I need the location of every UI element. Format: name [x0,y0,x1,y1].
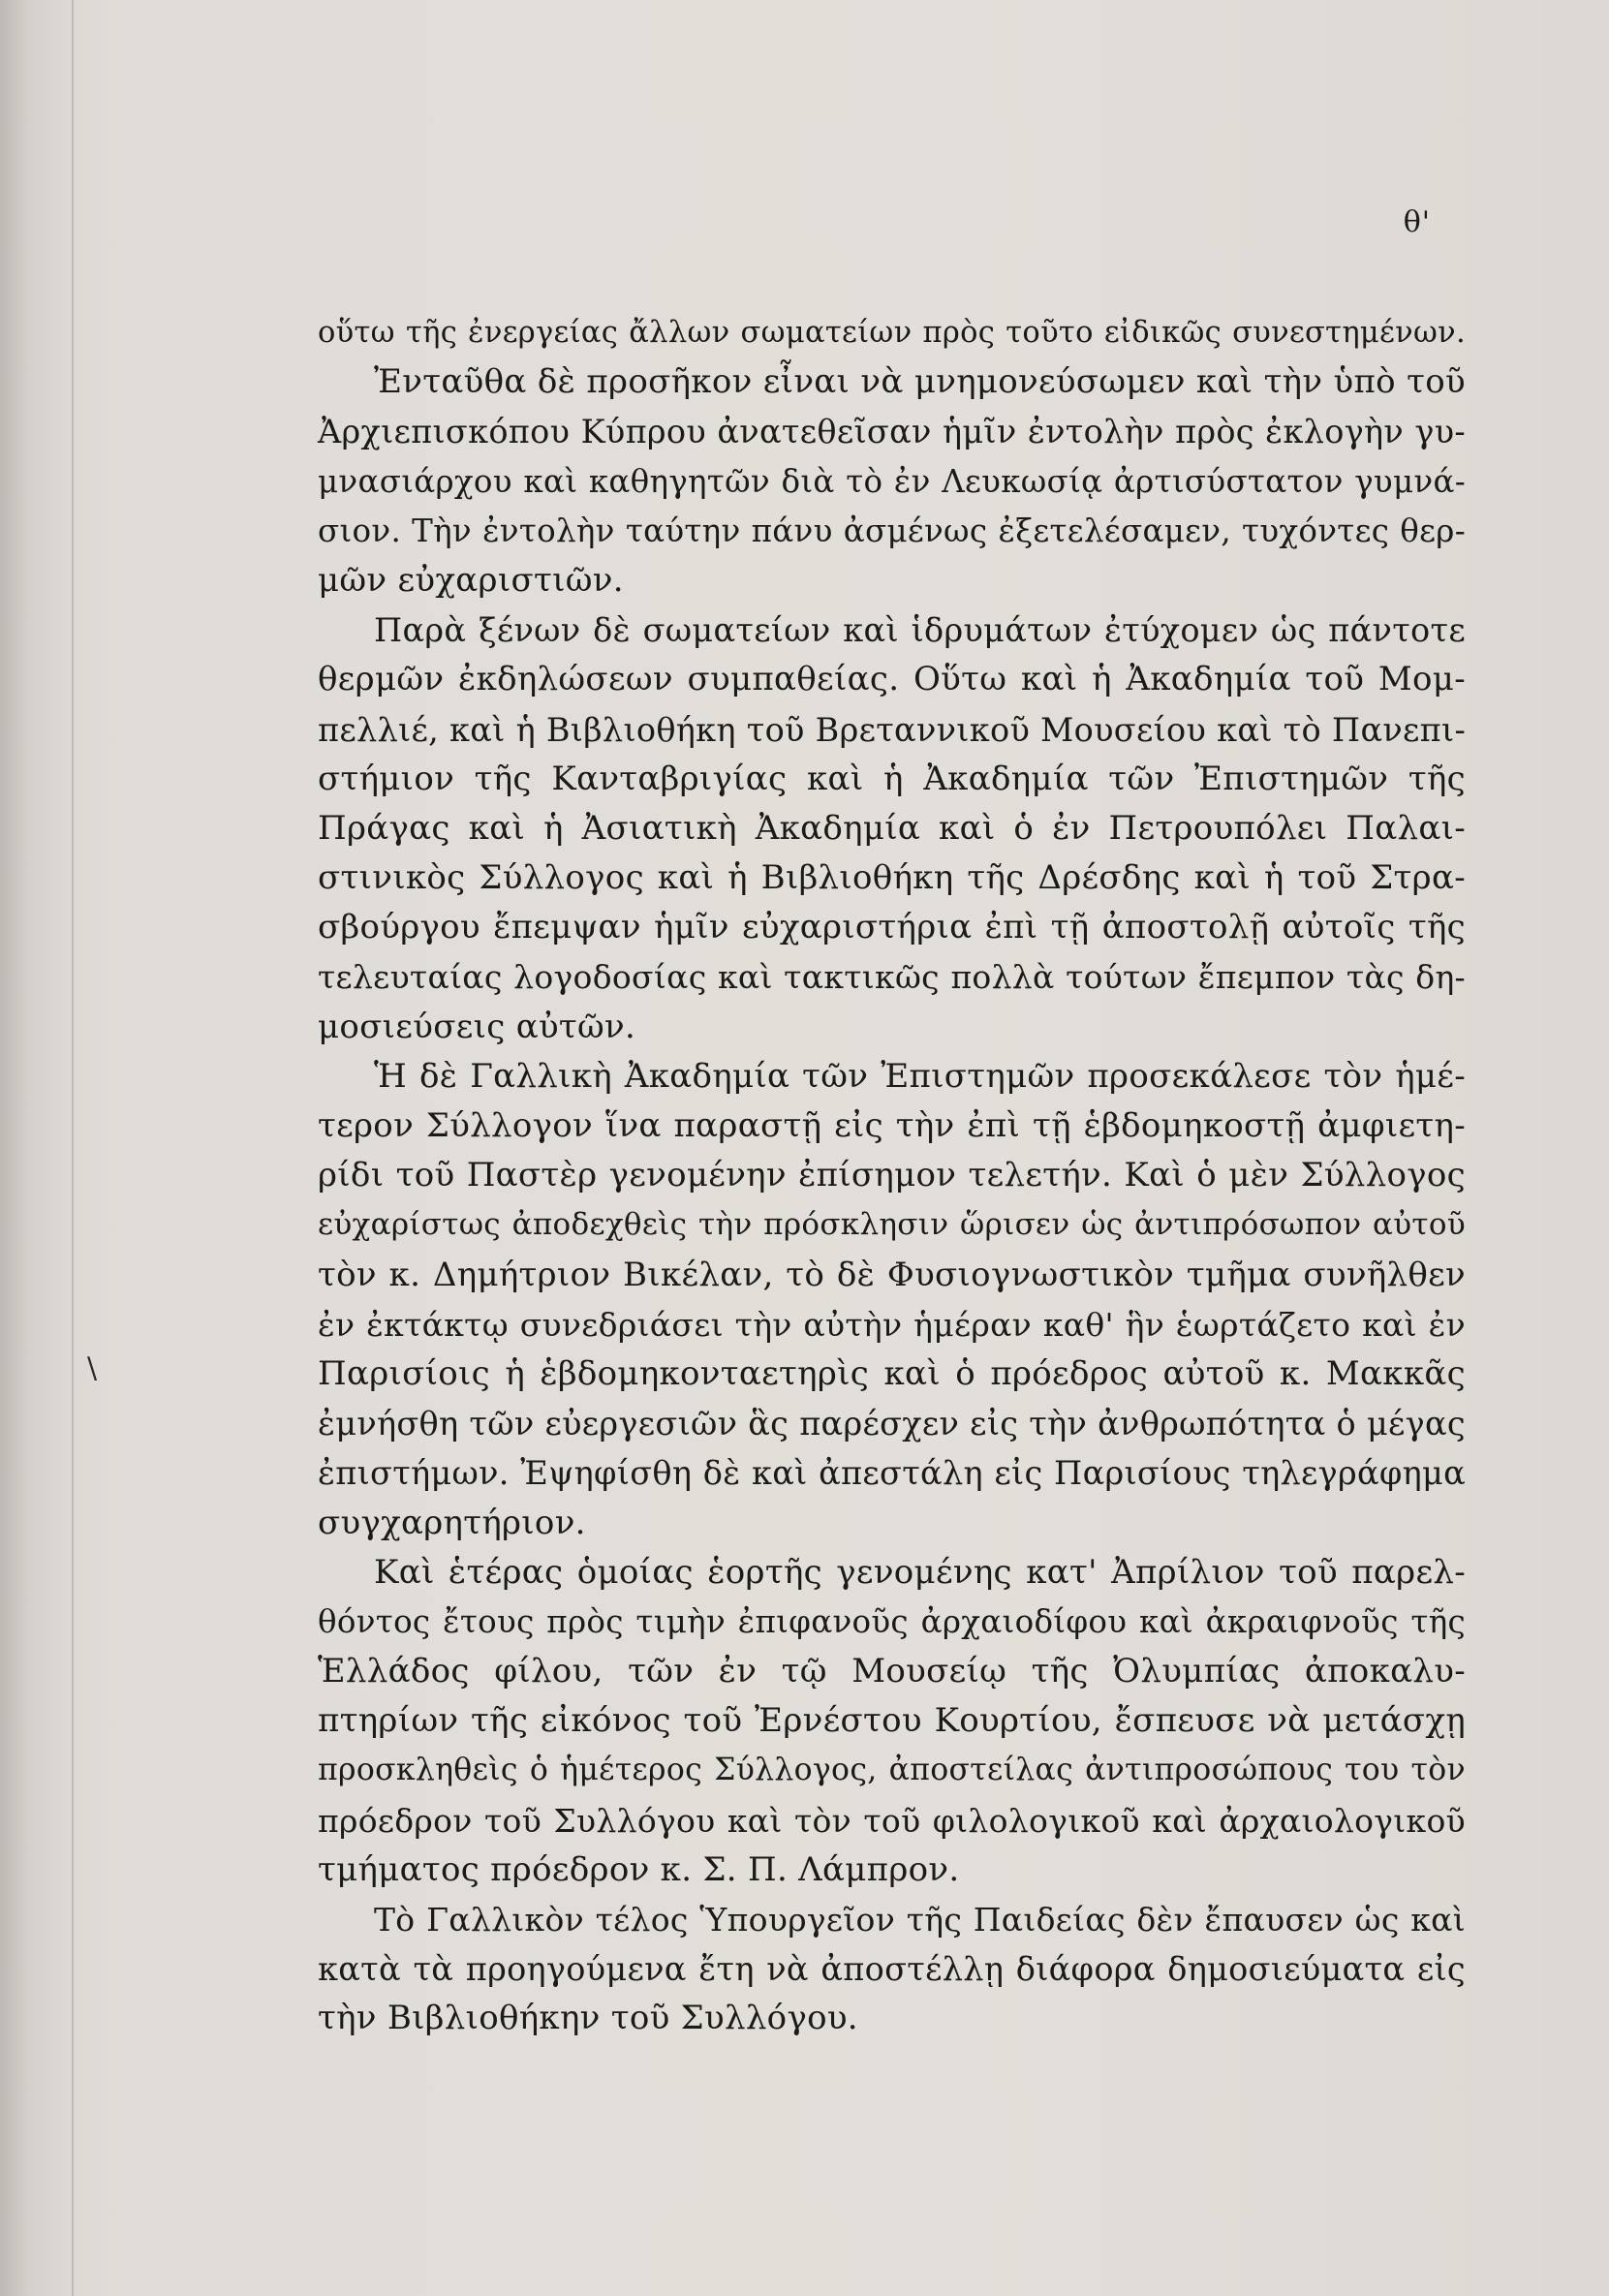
text-line: πτηρίων τῆς εἰκόνος τοῦ Ἐρνέστου Κουρτίου, ἔσπευσε νὰ μετάσχῃ [318,1701,1466,1741]
text-line: μνασιάρχου καὶ καθηγητῶν διὰ τὸ ἐν Λευκωσίᾳ ἀρτισύστατον γυμνά- [318,462,1466,500]
text-line: μῶν εὐχαριστιῶν. [318,560,624,600]
margin-mark: \ [87,1351,98,1385]
text-line: Ἑλλάδος φίλου, τῶν ἐν τῷ Μουσείῳ τῆς Ὀλυμπίας ἀποκαλυ- [318,1652,1466,1691]
text-line: Ἡ δὲ Γαλλικὴ Ἀκαδημία τῶν Ἐπιστημῶν προσεκάλεσε τὸν ἡμέ- [374,1056,1466,1096]
body-text [318,308,1466,2044]
text-line: τὴν Βιβλιοθήκην τοῦ Συλλόγου. [318,1999,858,2038]
text-line: σβούργου ἔπεμψαν ἡμῖν εὐχαριστήρια ἐπὶ τῇ ἀποστολῇ αὐτοῖς τῆς [318,908,1466,947]
gutter-shadow-line [72,0,74,2296]
text-line: τμήματος πρόεδρον κ. Σ. Π. Λάμπρον. [318,1849,960,1889]
text-line: πρόεδρον τοῦ Συλλόγου καὶ τὸν τοῦ φιλολογικοῦ καὶ ἀρχαιολογικοῦ [318,1801,1466,1840]
text-line: πελλιέ, καὶ ἡ Βιβλιοθήκη τοῦ Βρεταννικοῦ Μουσείου καὶ τὸ Πανεπι- [318,710,1467,749]
text-line: τὸν κ. Δημήτριον Βικέλαν, τὸ δὲ Φυσιογνωστικὸν τμῆμα συνῆλθεν [318,1255,1466,1294]
text-line: Ἐνταῦθα δὲ προσῆκον εἶναι νὰ μνημονεύσωμεν καὶ τὴν ὑπὸ τοῦ [374,362,1466,402]
text-line: Παρισίοις ἡ ἑβδομηκονταετηρὶς καὶ ὁ πρόεδρος αὐτοῦ κ. Μακκᾶς [318,1353,1466,1393]
text-line: ἐν ἐκτάκτῳ συνεδριάσει τὴν αὐτὴν ἡμέραν καθ' ἣν ἑωρτάζετο καὶ ἐν [318,1305,1466,1344]
text-line: Καὶ ἑτέρας ὁμοίας ἑορτῆς γενομένης κατ' Ἀπρίλιον τοῦ παρελ- [374,1552,1466,1592]
text-line: προσκληθεὶς ὁ ἡμέτερος Σύλλογος, ἀποστείλας ἀντιπροσώπους του τὸν [318,1753,1466,1788]
text-line: θόντος ἔτους πρὸς τιμὴν ἐπιφανοῦς ἀρχαιοδίφου καὶ ἀκραιφνοῦς τῆς [318,1602,1466,1640]
text-line: εὐχαρίστως ἀποδεχθεὶς τὴν πρόσκλησιν ὥρισεν ὡς ἀντιπρόσωπον αὐτοῦ [318,1207,1466,1243]
text-line: στήμιον τῆς Κανταβριγίας καὶ ἡ Ἀκαδημία τῶν Ἐπιστημῶν τῆς [318,759,1466,798]
text-line: οὕτω τῆς ἐνεργείας ἄλλων σωματείων πρὸς τοῦτο εἰδικῶς συνεστημένων. [318,316,1466,350]
text-line: σιον. Τὴν ἐντολὴν ταύτην πάνυ ἀσμένως ἐξετελέσαμεν, τυχόντες θερ- [318,512,1466,549]
text-line: ρίδι τοῦ Παστὲρ γενομένην ἐπίσημον τελετήν. Καὶ ὁ μὲν Σύλλογος [318,1156,1466,1195]
text-line: Ἀρχιεπισκόπου Κύπρου ἀνατεθεῖσαν ἡμῖν ἐντολὴν πρὸς ἐκλογὴν γυ- [318,413,1466,451]
text-line: μοσιεύσεις αὐτῶν. [318,1007,636,1046]
text-line: ἐπιστήμων. Ἐψηφίσθη δὲ καὶ ἀπεστάλη εἰς Παρισίους τηλεγράφημα [318,1454,1466,1493]
text-line: θερμῶν ἐκδηλώσεων συμπαθείας. Οὕτω καὶ ἡ Ἀκαδημία τοῦ Μομ- [318,660,1466,699]
text-line: ἐμνήσθη τῶν εὐεργεσιῶν ἃς παρέσχεν εἰς τὴν ἀνθρωπότητα ὁ μέγας [318,1405,1466,1443]
text-line: Τὸ Γαλλικὸν τέλος Ὑπουργεῖον τῆς Παιδείας δὲν ἔπαυσεν ὡς καὶ [374,1901,1466,1939]
text-line: κατὰ τὰ προηγούμενα ἔτη νὰ ἀποστέλλῃ διάφορα δημοσιεύματα εἰς [318,1950,1466,1989]
book-gutter [0,0,76,2296]
text-line: συγχαρητήριον. [318,1503,586,1542]
page-number: θ' [1403,205,1431,239]
text-line: τελευταίας λογοδοσίας καὶ τακτικῶς πολλὰ τούτων ἔπεμπον τὰς δη- [318,958,1466,997]
text-line: Παρὰ ξένων δὲ σωματείων καὶ ἱδρυμάτων ἐτύχομεν ὡς πάντοτε [374,611,1466,650]
text-line: τερον Σύλλογον ἵνα παραστῇ εἰς τὴν ἐπὶ τῇ ἑβδομηκοστῇ ἀμφιετη- [318,1106,1466,1145]
text-line: Πράγας καὶ ἡ Ἀσιατικὴ Ἀκαδημία καὶ ὁ ἐν Πετρουπόλει Παλαι- [318,808,1466,848]
text-line: στινικὸς Σύλλογος καὶ ἡ Βιβλιοθήκη τῆς Δρέσδης καὶ ἡ τοῦ Στρα- [318,858,1466,898]
